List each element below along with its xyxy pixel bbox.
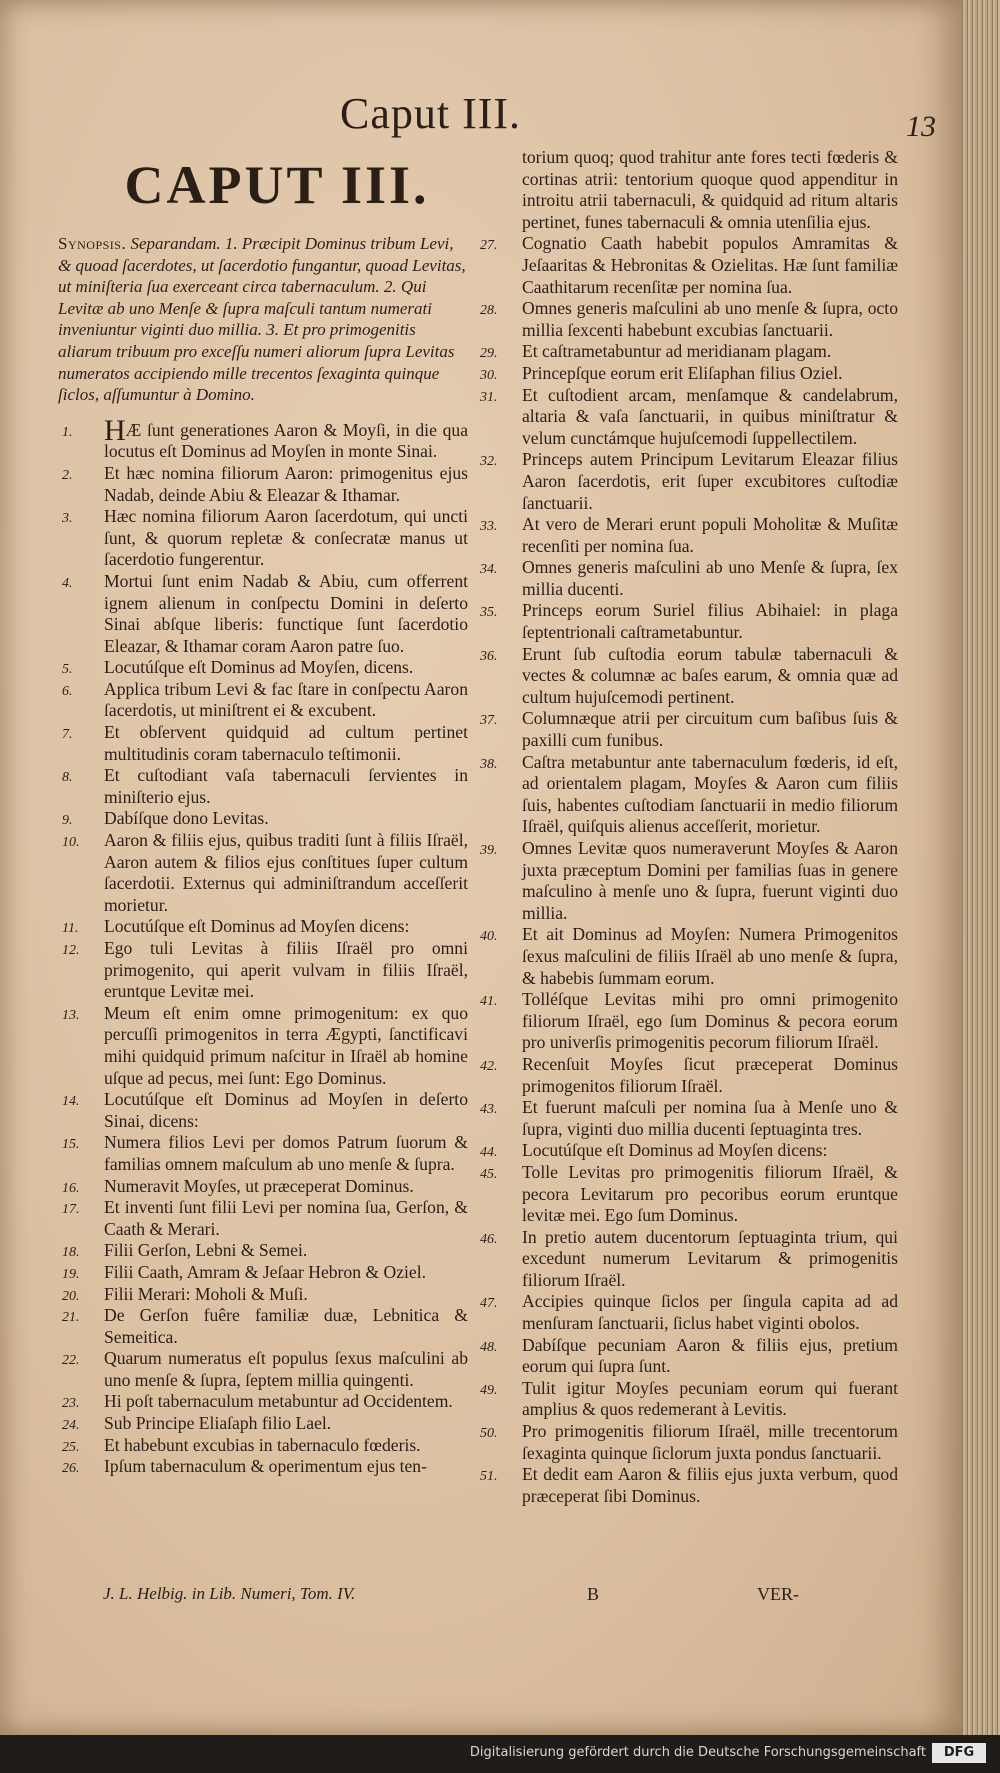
verse-text: Aaron & filiis ejus, quibus traditi ſunt à filiis Iſraël, Aaron autem & filios ejus conſtitues ſuper cultum ſacerdotii. Externus qui adminiſtrandum acceſſerit morietur. <box>104 830 468 915</box>
verse-number: 19. <box>62 1266 80 1282</box>
verse-text: Dabíſque dono Levitas. <box>104 808 269 829</box>
verse-text: Filii Caath, Amram & Jeſaar Hebron & Oziel. <box>104 1261 426 1282</box>
verse-number: 39. <box>480 843 498 858</box>
verse-number: 16. <box>62 1180 80 1196</box>
verse <box>480 341 898 363</box>
verse <box>480 924 898 989</box>
verse <box>58 1391 468 1413</box>
verse-number: 51. <box>480 1469 498 1485</box>
verse-text: Æ ſunt generationes Aaron & Moyſi, in die qua locutus eſt Dominus ad Moyſen in monte Sinai. <box>104 419 468 462</box>
verse-text: Et fuerunt maſculi per nomina ſua à Menſe uno & ſupra, viginti duo millia ducenti ſeptuaginta tres. <box>522 1097 898 1139</box>
verse-number: 10. <box>62 835 80 851</box>
verse <box>480 838 898 924</box>
verse-number: 8. <box>62 770 73 786</box>
verse <box>58 463 468 506</box>
verse-text: Princeps autem Principum Levitarum Eleazar filius Aaron ſacerdotis, erit ſuper excubitores cuſtodiæ ſanctuarii. <box>522 449 898 513</box>
verse-text: Ego tuli Levitas à filiis Iſraël pro omni primogenito, qui aperit vulvam in filiis Iſraël, eruntque Levitæ mei. <box>104 938 468 1002</box>
verse-text: Et caſtrametabuntur ad meridianam plagam. <box>522 341 832 362</box>
footer-signature-line: J. L. Helbig. in Lib. Numeri, Tom. IV. <box>103 1584 356 1603</box>
verse <box>58 1003 468 1089</box>
verse-text: Et dedit eam Aaron & filiis ejus juxta verbum, quod præceperat ſibi Dominus. <box>522 1464 898 1506</box>
synopsis-label: Synopsis. <box>58 234 127 253</box>
verse-text: Tolléſque Levitas mihi pro omni primogenito filiorum Iſraël, ego ſum Dominus & pecora eorum pro univerſis primogenitis pecorum filiorum Iſraël. <box>522 989 898 1053</box>
verse-number: 35. <box>480 605 498 621</box>
verse <box>480 1421 898 1464</box>
verse <box>58 722 468 765</box>
verse-text: Filii Gerſon, Lebni & Semei. <box>104 1240 308 1261</box>
verse-text: Erunt ſub cuſtodia eorum tabulæ tabernaculi & vectes & columnæ ac baſes earum, & omnia quæ ad cultum hujuſcemodi pertinent. <box>522 643 898 707</box>
verse <box>58 1132 468 1175</box>
verse <box>480 1054 898 1097</box>
verse-text: Princepſque eorum erit Eliſaphan filius Oziel. <box>522 362 843 383</box>
verse <box>58 506 468 571</box>
signature-mark: B <box>587 1584 600 1604</box>
verse-number: 33. <box>480 519 498 535</box>
verse <box>58 808 468 830</box>
verse-number: 11. <box>62 921 79 937</box>
verse-text: Locutúſque eſt Dominus ad Moyſen dicens: <box>522 1140 828 1161</box>
verse-number: 25. <box>62 1439 80 1455</box>
verse <box>480 363 898 385</box>
right-verse-list <box>480 233 898 1507</box>
verse <box>58 1348 468 1391</box>
verse-text: Et inventi ſunt filii Levi per nomina ſua, Gerſon, & Caath & Merari. <box>104 1197 468 1239</box>
verse-text: At vero de Merari erunt populi Moholitæ & Muſitæ recenſiti per nomina ſua. <box>522 514 898 556</box>
verse <box>58 1262 468 1284</box>
verse-number: 4. <box>62 575 73 591</box>
verse <box>58 679 468 722</box>
verse-text: Columnæque atrii per circuitum cum baſibus ſuis & paxilli cum funibus. <box>522 708 898 751</box>
verse-text: Tulit igitur Moyſes pecuniam eorum qui fuerant amplius & quos redemerant à Levitis. <box>522 1377 898 1420</box>
verse <box>480 1335 898 1378</box>
verse-number: 17. <box>62 1202 80 1218</box>
verse-number: 41. <box>480 994 498 1010</box>
verse <box>58 1456 468 1478</box>
verse-number: 15. <box>62 1137 80 1153</box>
verse <box>58 1284 468 1306</box>
verse-text: Numera filios Levi per domos Patrum ſuorum & familias omnem maſculum ab uno menſe & ſupra. <box>104 1132 468 1174</box>
verse <box>58 1176 468 1198</box>
verse-number: 2. <box>62 467 73 483</box>
verse-number: 45. <box>480 1166 498 1182</box>
verse-number: 46. <box>480 1231 498 1247</box>
verse-number: 12. <box>62 943 80 958</box>
verse-text: Caſtra metabuntur ante tabernaculum fœderis, id eſt, ad orientalem plagam, Moyſes & Aaron cum filiis ſuis, habentes cuſtodiam ſanctuarii in medio filiorum Iſraël, quiſquis alienus acceſſerit, morietur. <box>522 751 898 837</box>
verse-number: 22. <box>62 1353 80 1369</box>
verse-number: 34. <box>480 562 498 578</box>
verse-number: 48. <box>480 1339 498 1355</box>
verse <box>58 1413 468 1435</box>
catchword: VER- <box>757 1584 799 1604</box>
verse-number: 42. <box>480 1058 498 1074</box>
verse-number: 49. <box>480 1382 498 1398</box>
verse-number: 32. <box>480 454 498 470</box>
verse <box>480 1162 898 1227</box>
verse-text: Numeravit Moyſes, ut præceperat Dominus. <box>104 1175 414 1196</box>
verse <box>480 1464 898 1507</box>
verse-number: 6. <box>62 683 73 699</box>
page-edges <box>960 0 1000 1735</box>
verse-number: 7. <box>62 727 73 743</box>
verse <box>480 449 898 514</box>
verse-number: 30. <box>480 367 498 383</box>
verse-text: Accipies quinque ſiclos per ſingula capita ad ad menſuram ſanctuarii, ſiclus habet viginti obolos. <box>522 1291 898 1334</box>
verse <box>58 916 468 938</box>
verse-number: 28. <box>480 303 498 319</box>
verse <box>58 657 468 679</box>
verse-text: Cognatio Caath habebit populos Amramitas & Jeſaaritas & Hebronitas & Ozielitas. Hæ ſunt familiæ Caathitarum recenſitæ per nomina ſua. <box>522 233 898 297</box>
verse-text: Hæc nomina filiorum Aaron ſacerdotum, qui uncti ſunt, & quorum repletæ & conſecratæ manus ut ſacerdotio fungerentur. <box>104 506 468 570</box>
verse <box>480 298 898 341</box>
verse-number: 38. <box>480 756 498 772</box>
verse <box>480 600 898 643</box>
verse <box>58 1305 468 1348</box>
verse-text: Ipſum tabernaculum & operimentum ejus ten- <box>104 1456 427 1477</box>
verse-text: Omnes generis maſculini ab uno Menſe & ſupra, ſex millia ducenti. <box>522 557 898 599</box>
verse-number: 5. <box>62 662 73 678</box>
verse-text: Pro primogenitis filiorum Iſraël, mille trecentorum ſexaginta quinque ſiclorum juxta pondus ſanctuarii. <box>522 1421 898 1463</box>
verse <box>480 385 898 450</box>
verse-text: Recenſuit Moyſes ſicut præceperat Dominus primogenitos filiorum Iſraël. <box>522 1053 898 1096</box>
verse-text: Et habebunt excubias in tabernaculo fœderis. <box>104 1434 421 1455</box>
verse <box>480 1291 898 1334</box>
verse-number: 24. <box>62 1418 80 1434</box>
verse-number: 13. <box>62 1007 80 1023</box>
verse-number: 21. <box>62 1310 80 1326</box>
verse-number: 23. <box>62 1396 80 1412</box>
verse <box>58 1197 468 1240</box>
verse-number: 26. <box>62 1461 80 1477</box>
verse <box>480 1140 898 1162</box>
verse <box>480 1227 898 1292</box>
verse-text: Meum eſt enim omne primogenitum: ex quo percuſſi primogenitos in terra Ægypti, ſanctificavi mihi quidquid primum naſcitur in Iſraël ab homine uſque ad pecus, mei ſunt: Ego Dominus. <box>104 1002 468 1088</box>
verse-number: 40. <box>480 929 498 945</box>
verse-number: 37. <box>480 713 498 729</box>
verse-text: Locutúſque eſt Dominus ad Moyſen in deſerto Sinai, dicens: <box>104 1089 468 1131</box>
verse-text: Et hæc nomina filiorum Aaron: primogenitus ejus Nadab, deinde Abiu & Eleazar & Ithamar. <box>104 462 468 505</box>
verse-number: 50. <box>480 1426 498 1442</box>
verse <box>480 644 898 709</box>
verse-text: Et cuſtodient arcam, menſamque & candelabrum, altaria & vaſa ſanctuarii, in quibus miniſtratur & velum cunctámque hujuſcemodi ſuppellectilem. <box>522 384 898 448</box>
verse-26-continuation: torium quoq; quod trahitur ante fores tecti fœderis & cortinas atrii: tentorium quoque quod appenditur in introitu atrii tabernaculi, & quidquid ad ritum altaris pertinet, funes tabernaculi & omnia utenſilia ejus. <box>522 147 898 232</box>
digitization-note: Digitalisierung gefördert durch die Deutsche Forschungsgemeinschaft <box>469 1745 926 1760</box>
left-verse-list <box>58 413 468 1478</box>
verse-number: 29. <box>480 346 498 362</box>
verse-number: 43. <box>480 1102 498 1118</box>
verse <box>480 233 898 298</box>
verse-number: 18. <box>62 1245 80 1261</box>
verse <box>58 571 468 657</box>
digitization-bar <box>0 1735 1000 1773</box>
verse-text: Quarum numeratus eſt populus ſexus maſculini ab uno menſe & ſupra, ſeptem millia quingenti. <box>104 1348 468 1390</box>
synopsis <box>58 233 468 406</box>
verse-text: Mortui ſunt enim Nadab & Abiu, cum offerrent ignem alienum in conſpectu Domini in deſerto Sinai abſque liberis: functique ſunt ſacerdotio Eleazar, & Ithamar coram Aaron patre ſuo. <box>104 570 468 656</box>
verse-text: Et ait Dominus ad Moyſen: Numera Primogenitos ſexus maſculini de filiis Iſraël ab uno menſe & ſupra, & habebis ſummam eorum. <box>522 924 898 988</box>
verse-number: 44. <box>480 1145 498 1161</box>
left-column <box>58 155 468 1478</box>
verse <box>480 989 898 1054</box>
verse <box>58 1089 468 1132</box>
dfg-logo: DFG <box>932 1743 986 1763</box>
verse <box>480 752 898 838</box>
right-column <box>480 147 898 1507</box>
verse <box>480 557 898 600</box>
verse <box>58 938 468 1003</box>
page-number: 13 <box>906 110 936 143</box>
verse-text: Et obſervent quidquid ad cultum pertinet multitudinis coram tabernaculo teſtimonii. <box>104 722 468 764</box>
verse-number: 14. <box>62 1094 80 1110</box>
verse-number: 36. <box>480 648 498 664</box>
verse-text: Locutúſque eſt Dominus ad Moyſen, dicens. <box>104 657 414 678</box>
verse-text: Sub Principe Eliaſaph filio Lael. <box>104 1413 332 1434</box>
verse <box>58 1435 468 1457</box>
verse <box>58 765 468 808</box>
verse-text: Princeps eorum Suriel filius Abihaiel: in plaga ſeptentrionali caſtrametabuntur. <box>522 600 898 643</box>
verse-text: Omnes Levitæ quos numeraverunt Moyſes & Aaron juxta præceptum Domini per familias ſuas in genere maſculino à menſe uno & ſupra, fuerunt viginti duo millia. <box>522 838 898 923</box>
verse-text: Tolle Levitas pro primogenitis filiorum Iſraël, & pecora Levitarum pro pecoribus eorum eruntque levitæ mei. Ego ſum Dominus. <box>522 1161 898 1226</box>
verse <box>58 1240 468 1262</box>
verse-number: 3. <box>62 511 73 527</box>
synopsis-text: Separandam. 1. Præcipit Dominus tribum Levi, & quoad ſacerdotes, ut ſacerdotio fungantur, quoad Levitas, ut miniſteria ſua exerceant circa tabernaculum. 2. Qui Levitæ ab uno Menſe & ſupra maſculi tantum numerati inveniuntur viginti duo millia. 3. Et pro primogenitis aliarum tribuum pro exceſſu numeri aliorum ſupra Levitas numeratos accipiendo mille trecentos ſexaginta quinque ſiclos, aſſumuntur à Domino. <box>58 234 466 405</box>
verse <box>480 1097 898 1140</box>
drop-cap: H <box>104 413 126 447</box>
verse-number: 1. <box>62 424 73 440</box>
verse-text: Omnes generis maſculini ab uno menſe & ſupra, octo millia ſexcenti habebunt excubias ſanctuarii. <box>522 298 898 340</box>
chapter-title: CAPUT III. <box>124 155 430 215</box>
verse-number: 27. <box>480 238 498 254</box>
verse-number: 9. <box>62 813 73 829</box>
verse <box>480 708 898 751</box>
verse-number: 47. <box>480 1296 498 1312</box>
verse <box>480 1378 898 1421</box>
verse-text: Filii Merari: Moholi & Muſi. <box>104 1283 308 1304</box>
verse-text: In pretio autem ducentorum ſeptuaginta trium, qui excedunt numerum Levitarum & primogenitis filiorum Iſraël. <box>522 1226 898 1290</box>
verse-number: 20. <box>62 1288 80 1304</box>
verse-text: Locutúſque eſt Dominus ad Moyſen dicens: <box>104 916 410 937</box>
verse-text: Hi poſt tabernaculum metabuntur ad Occidentem. <box>104 1391 453 1412</box>
verse <box>480 514 898 557</box>
verse-text: Dabíſque pecuniam Aaron & filiis ejus, pretium eorum qui ſupra ſunt. <box>522 1334 898 1377</box>
verse <box>58 830 468 916</box>
verse-number: 31. <box>480 389 498 405</box>
running-title: Caput III. <box>340 89 522 138</box>
verse-text: Et cuſtodiant vaſa tabernaculi ſervientes in miniſterio ejus. <box>104 765 468 807</box>
verse-text: Applica tribum Levi & fac ſtare in conſpectu Aaron ſacerdotis, ut miniſtrent ei & excubent. <box>104 678 468 721</box>
verse-text: De Gerſon fuêre familiæ duæ, Lebnitica & Semeitica. <box>104 1305 468 1347</box>
verse <box>58 413 468 463</box>
